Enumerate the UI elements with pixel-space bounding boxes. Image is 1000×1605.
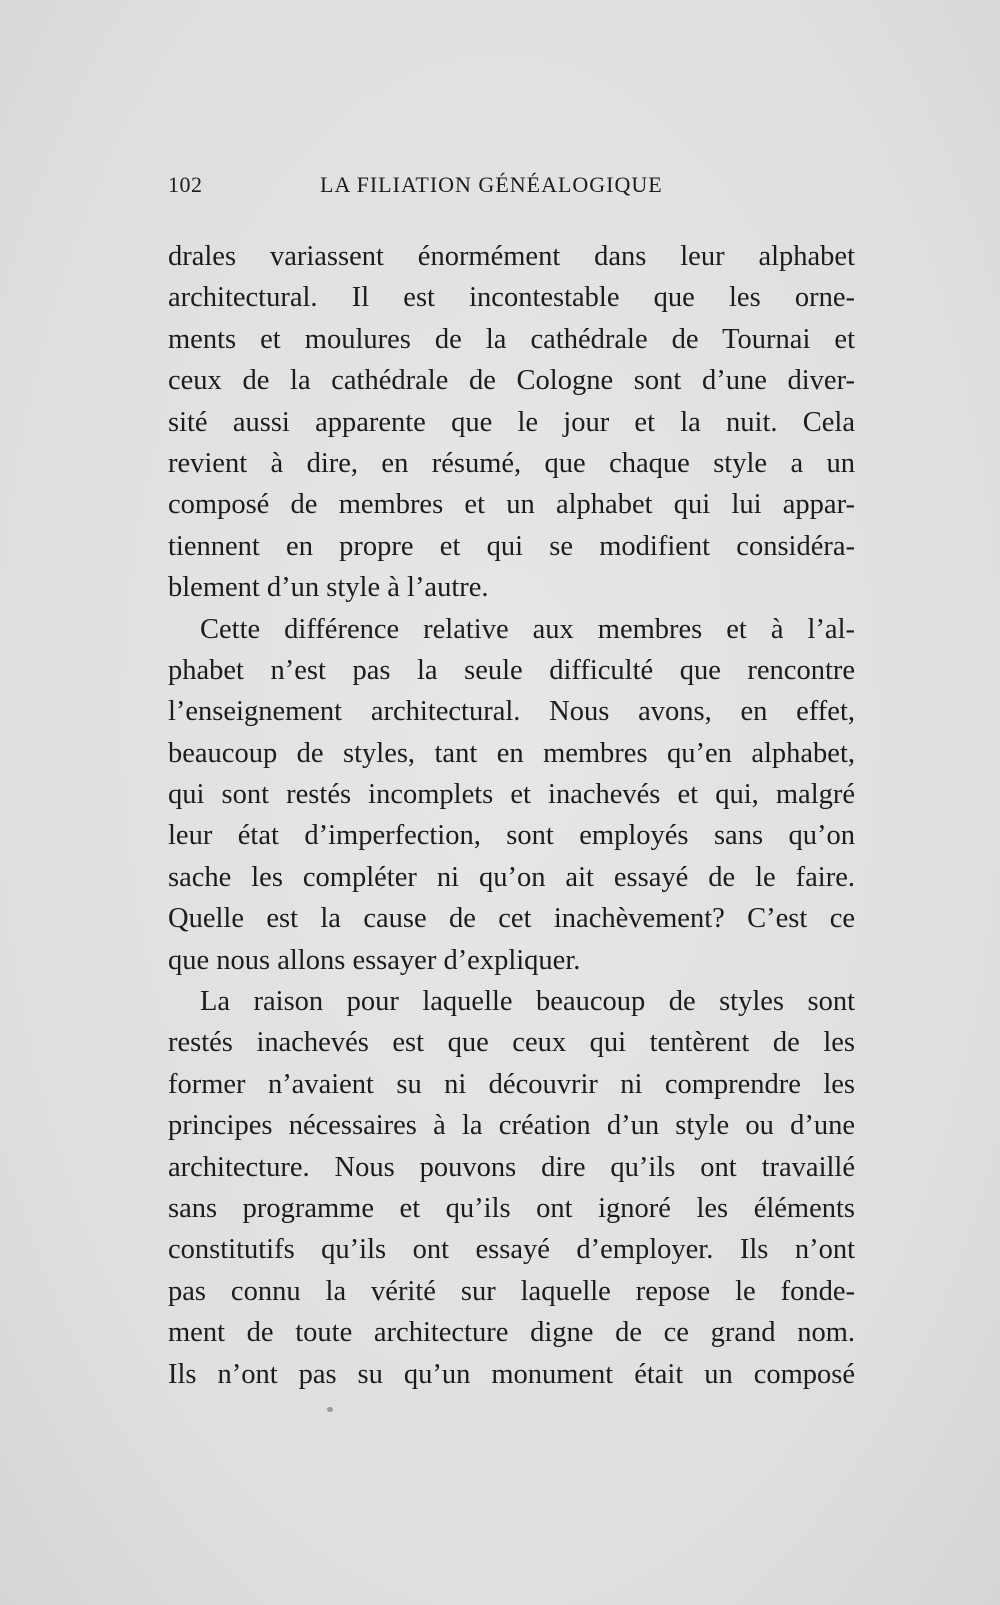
page-number: 102 xyxy=(168,172,203,197)
text-line: composé de membres et un alphabet qui lui appar- xyxy=(168,489,855,521)
text-line: sans programme et qu’ils ont ignoré les éléments xyxy=(168,1192,855,1224)
text-line: leur état d’imperfection, sont employés sans qu’on xyxy=(168,820,855,852)
text-line: ceux de la cathédrale de Cologne sont d’une diver- xyxy=(168,365,855,397)
text-line: ment de toute architecture digne de ce grand nom. xyxy=(168,1317,855,1349)
text-line: ments et moulures de la cathédrale de Tournai et xyxy=(168,323,855,355)
text-line: constitutifs qu’ils ont essayé d’employer. Ils n’ont xyxy=(168,1234,855,1266)
text-line: beaucoup de styles, tant en membres qu’en alphabet, xyxy=(168,737,855,769)
text-line: sité aussi apparente que le jour et la nuit. Cela xyxy=(168,406,855,438)
text-line: qui sont restés incomplets et inachevés et qui, malgré xyxy=(168,779,855,811)
text-line: que nous allons essayer d’expliquer. xyxy=(168,944,581,976)
text-line: blement d’un style à l’autre. xyxy=(168,572,489,604)
text-line: pas connu la vérité sur laquelle repose le fonde- xyxy=(168,1275,855,1307)
body-text xyxy=(168,236,855,1395)
text-line: principes nécessaires à la création d’un style ou d’une xyxy=(168,1110,855,1142)
paragraph-start-line: La raison pour laquelle beaucoup de styles sont xyxy=(200,986,855,1018)
text-line: Ils n’ont pas su qu’un monument était un composé xyxy=(168,1358,855,1390)
text-line: architecture. Nous pouvons dire qu’ils ont travaillé xyxy=(168,1151,855,1183)
text-line: sache les compléter ni qu’on ait essayé de le faire. xyxy=(168,861,855,893)
text-line: former n’avaient su ni découvrir ni comprendre les xyxy=(168,1068,855,1100)
text-line: phabet n’est pas la seule difficulté que rencontre xyxy=(168,654,855,686)
text-line: drales variassent énormément dans leur alphabet xyxy=(168,241,855,272)
paper-speck xyxy=(327,1407,333,1412)
text-line: tiennent en propre et qui se modifient considéra- xyxy=(168,530,855,562)
running-head xyxy=(168,172,728,202)
paragraph-start-line: Cette différence relative aux membres et à l’al- xyxy=(200,613,855,645)
running-title: LA FILIATION GÉNÉALOGIQUE xyxy=(320,172,663,197)
text-line: l’enseignement architectural. Nous avons, en effet, xyxy=(168,696,855,728)
text-line: revient à dire, en résumé, que chaque style a un xyxy=(168,447,855,479)
text-line: restés inachevés est que ceux qui tentèrent de les xyxy=(168,1027,855,1059)
text-line: architectural. Il est incontestable que les orne- xyxy=(168,282,855,314)
text-line: Quelle est la cause de cet inachèvement? C’est ce xyxy=(168,903,855,935)
